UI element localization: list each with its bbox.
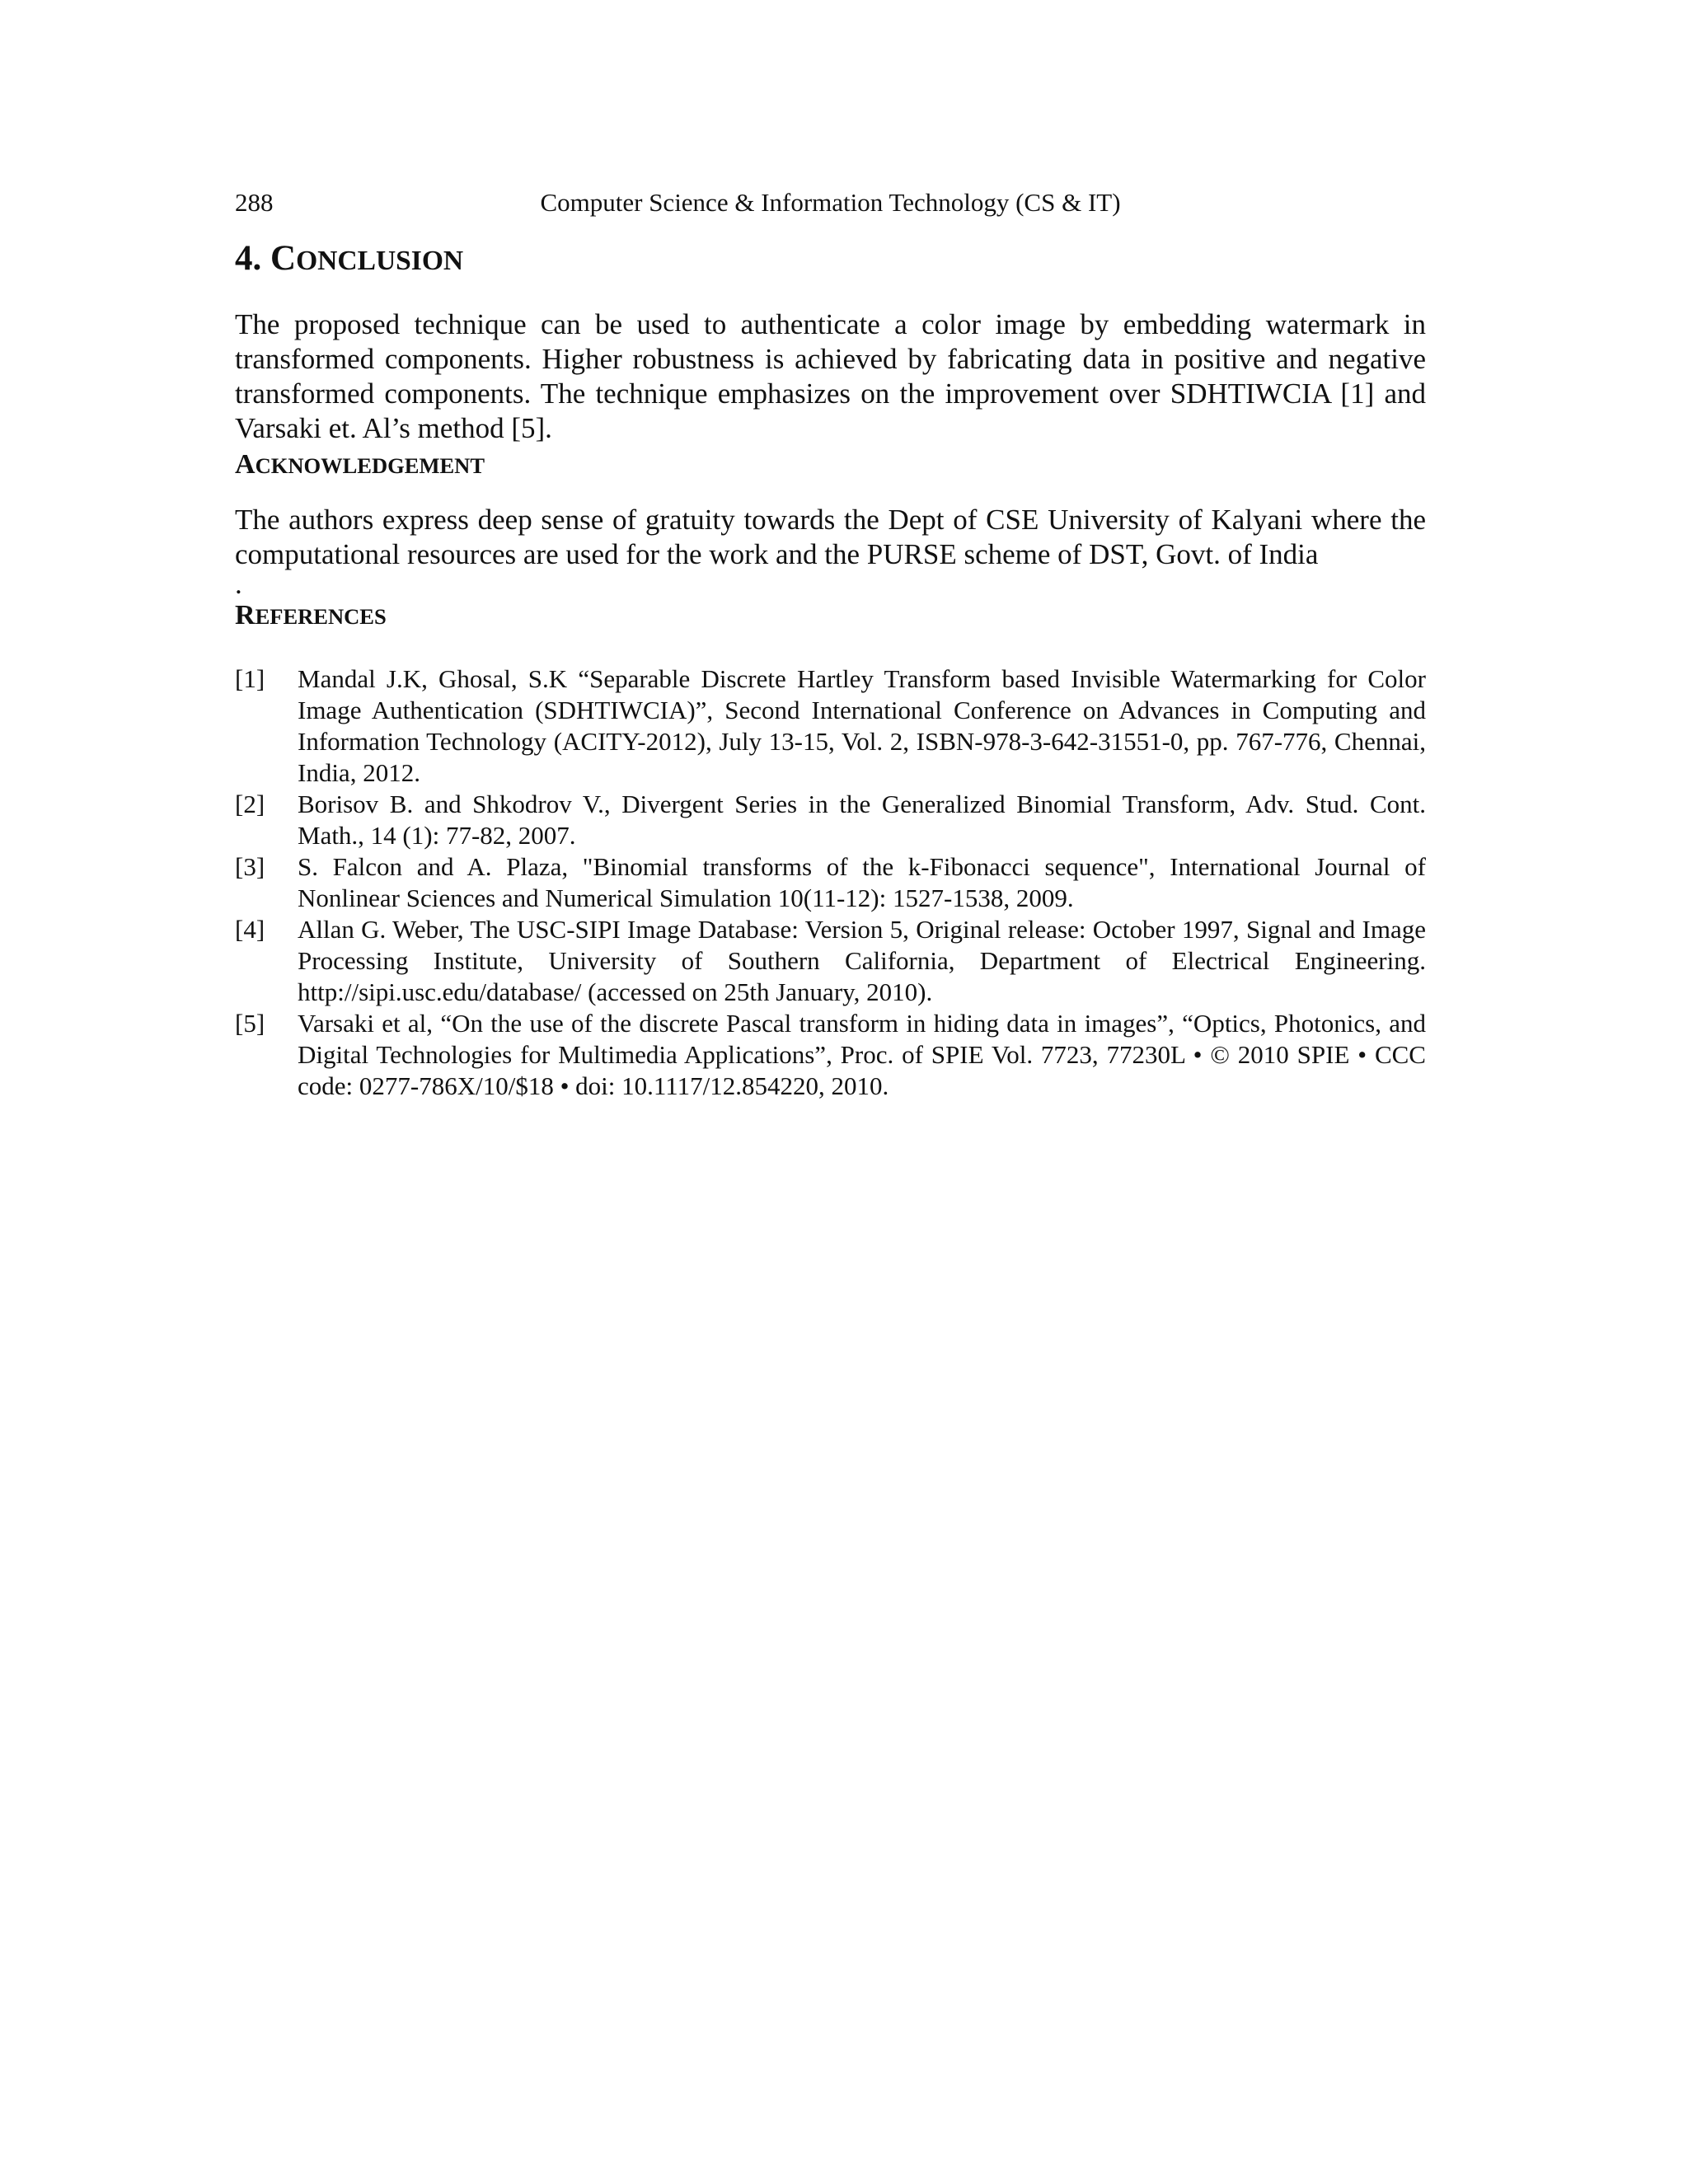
reference-item: [235, 914, 1426, 1008]
journal-title: Computer Science & Information Technology (CS & IT): [540, 188, 1121, 217]
conclusion-paragraph: The proposed technique can be used to authenticate a color image by embedding watermark in transformed components. Higher robustness is achieved by fabricating data in positive and negative transformed components. The technique emphasizes on the improvement over SDHTIWCIA [1] and Varsaki et. Al’s method [5].: [235, 308, 1426, 444]
reference-text: Varsaki et al, “On the use of the discrete Pascal transform in hiding data in images”, “Optics, Photonics, and Digital Technologies for Multimedia Applications”, Proc. of SPIE Vol. 7723, 77230L • © 2010 SPIE • CCC code: 0277-786X/10/$18 • doi: 10.1117/12.854220, 2010.: [298, 1009, 1426, 1100]
reference-item: [235, 851, 1426, 914]
reference-item: [235, 789, 1426, 851]
running-header: [235, 185, 1426, 221]
acknowledgement-heading-prefix: A: [235, 449, 256, 480]
reference-text: Mandal J.K, Ghosal, S.K “Separable Discrete Hartley Transform based Invisible Watermarking for Color Image Authentication (SDHTIWCIA)”, Second International Conference on Advances in Computing and Information Technology (ACITY-2012), July 13-15, Vol. 2, ISBN-978-3-642-31551-0, pp. 767-776, Chennai, India, 2012.: [298, 664, 1426, 787]
references-heading-rest: EFERENCES: [255, 604, 387, 629]
reference-number: [1]: [235, 664, 265, 693]
references-heading: [235, 597, 1426, 635]
reference-list: [235, 663, 1426, 1102]
conclusion-heading: [235, 234, 1426, 286]
conclusion-heading-prefix: 4. C: [235, 239, 297, 278]
reference-text: Borisov B. and Shkodrov V., Divergent Series in the Generalized Binomial Transform, Adv. Stud. Cont. Math., 14 (1): 77-82, 2007.: [298, 790, 1426, 850]
acknowledgement-heading-rest: CKNOWLEDGEMENT: [255, 453, 485, 478]
reference-text: Allan G. Weber, The USC-SIPI Image Database: Version 5, Original release: October 1997, Signal and Image Processing Institute, University of Southern California, Department of Electrical Engineering. http://sipi.usc.edu/database/ (accessed on 25th January, 2010).: [298, 915, 1426, 1006]
reference-number: [3]: [235, 852, 265, 881]
page-number: 288: [235, 188, 274, 217]
conclusion-heading-rest: ONCLUSION: [296, 246, 464, 276]
references-heading-prefix: R: [235, 600, 256, 630]
acknowledgement-heading: [235, 446, 1426, 485]
acknowledgement-trailing-dot: .: [235, 568, 242, 600]
reference-item: [235, 663, 1426, 789]
reference-number: [5]: [235, 1009, 265, 1038]
paper-page: [235, 185, 1426, 1102]
reference-number: [2]: [235, 790, 265, 818]
reference-number: [4]: [235, 915, 265, 944]
reference-text: S. Falcon and A. Plaza, "Binomial transforms of the k-Fibonacci sequence", International Journal of Nonlinear Sciences and Numerical Simulation 10(11-12): 1527-1538, 2009.: [298, 852, 1426, 912]
reference-item: [235, 1008, 1426, 1102]
acknowledgement-paragraph: The authors express deep sense of gratuity towards the Dept of CSE University of Kalyani where the computational resources are used for the work and the PURSE scheme of DST, Govt. of India: [235, 504, 1426, 570]
